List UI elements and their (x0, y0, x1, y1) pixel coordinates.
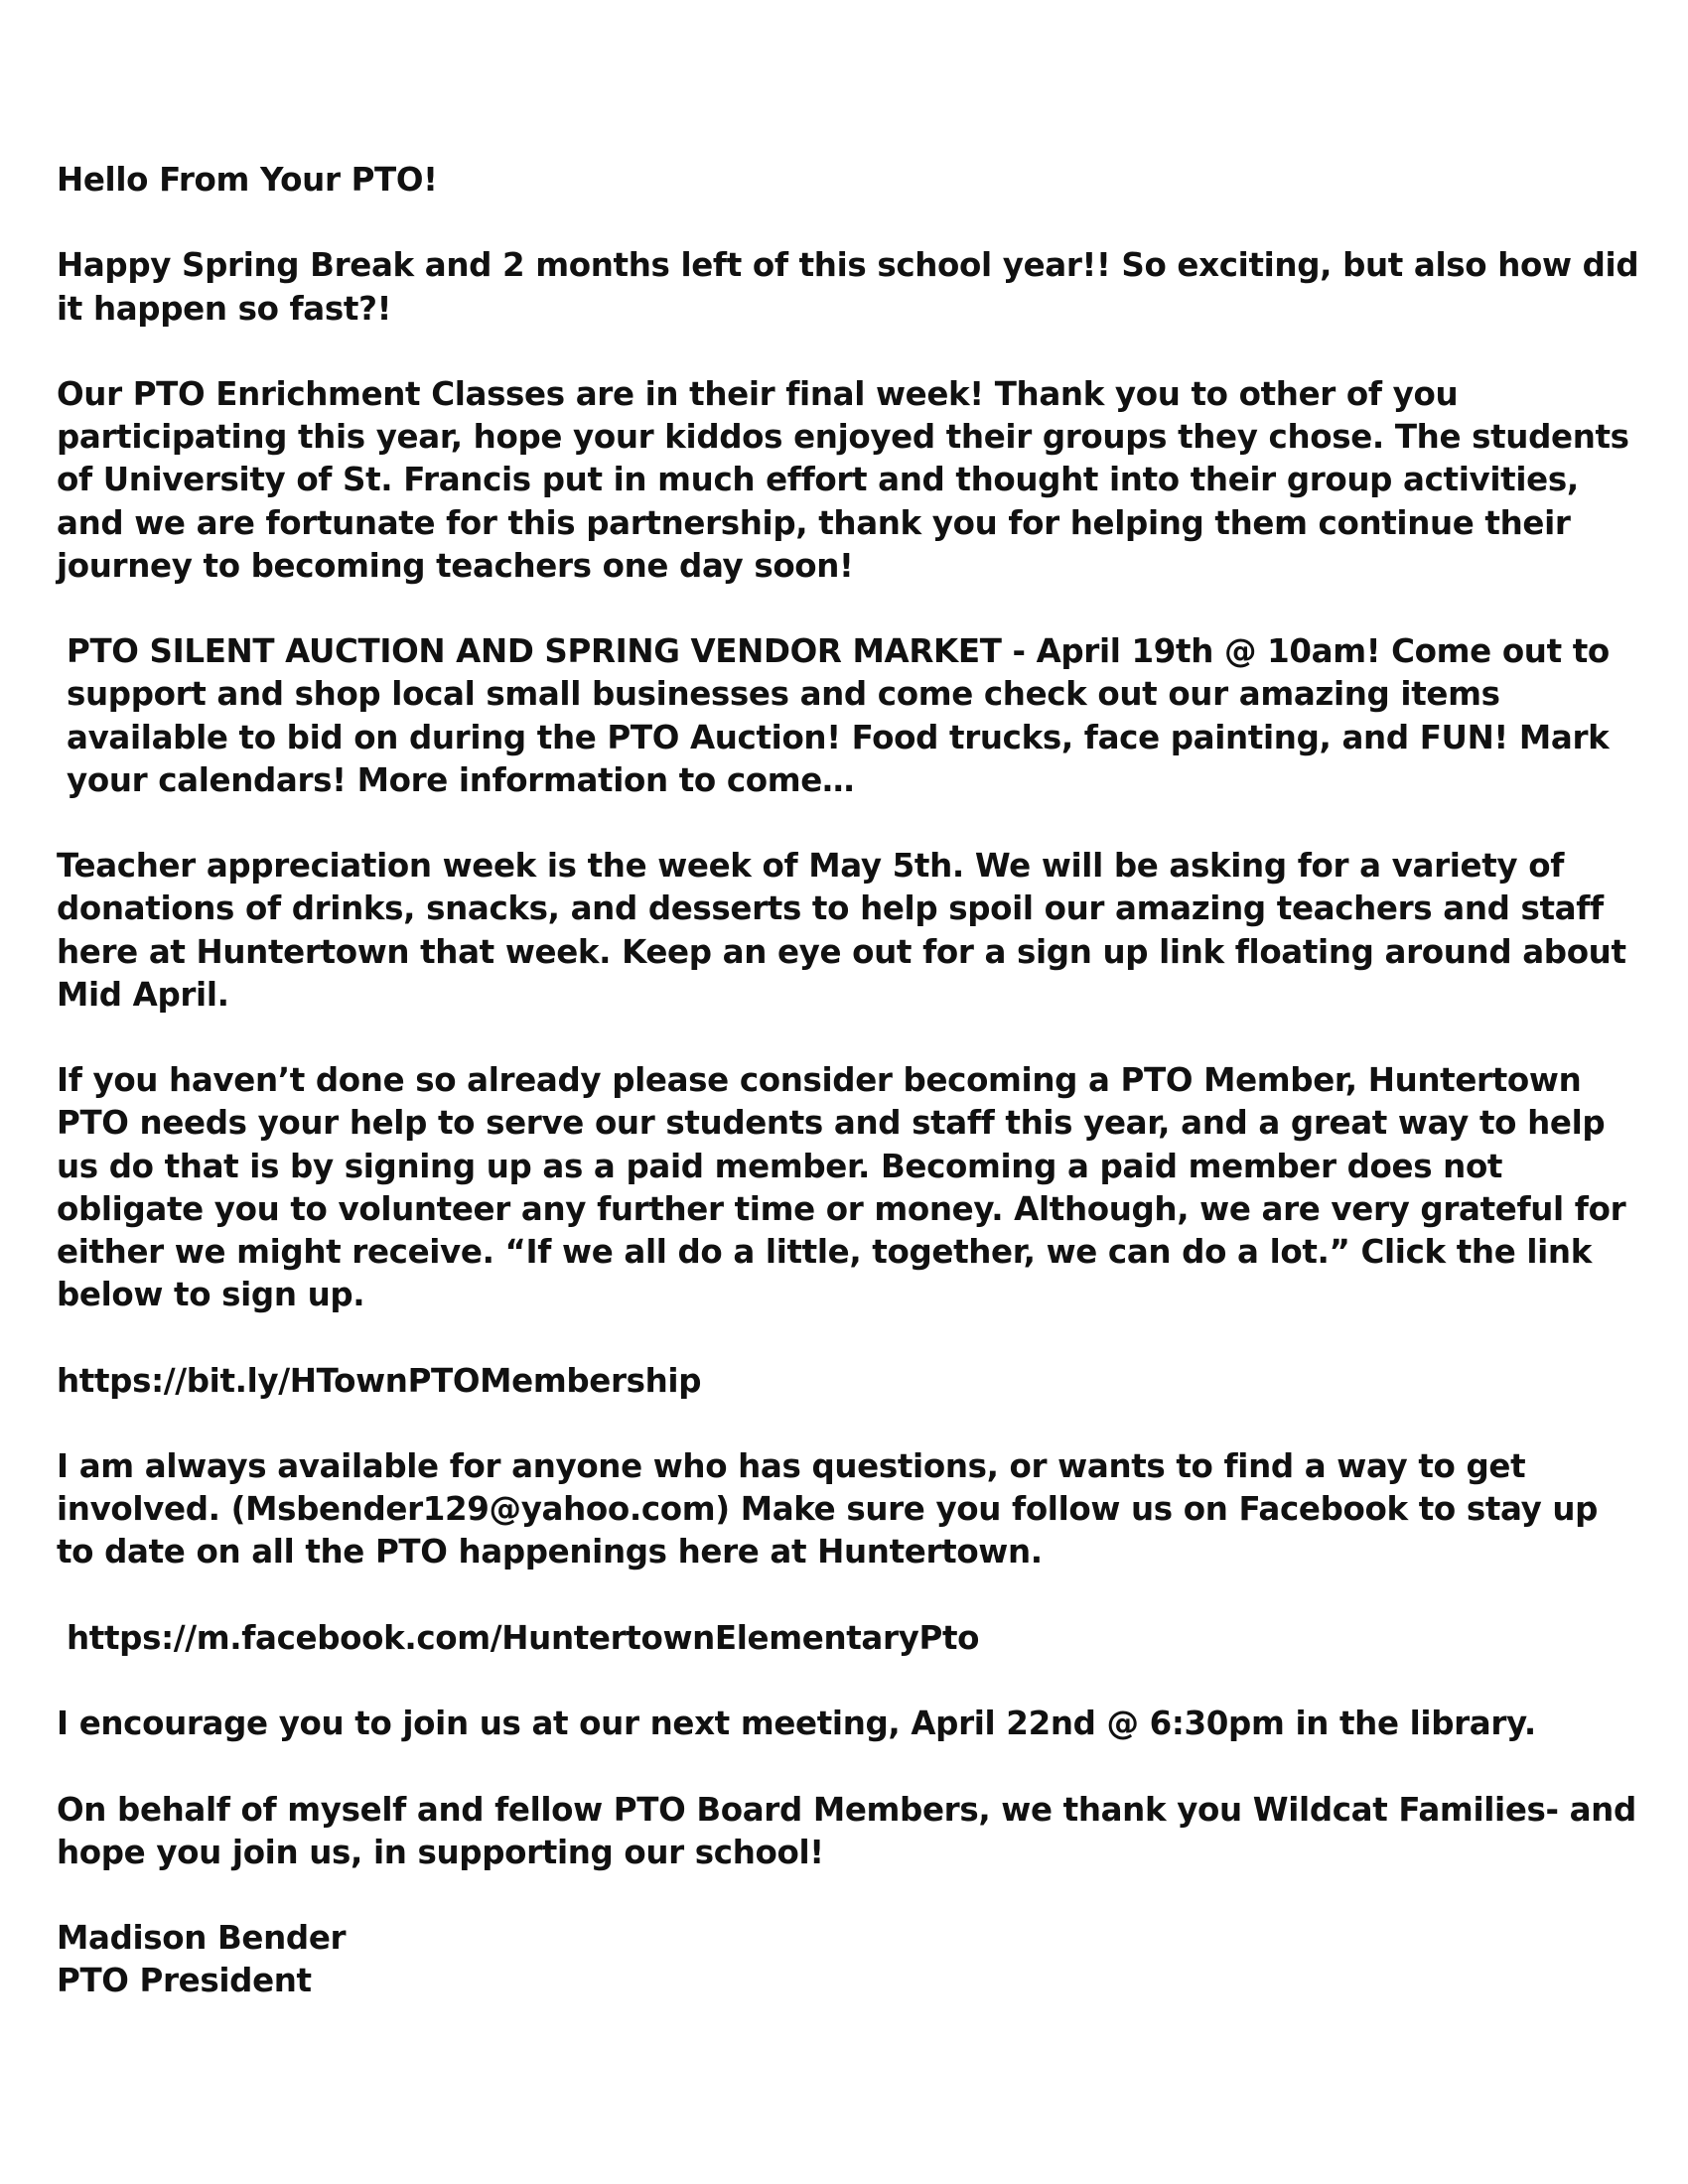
membership-link[interactable]: https://bit.ly/HTownPTOMembership (57, 1361, 702, 1400)
paragraph-closing: On behalf of myself and fellow PTO Board Members, we thank you Wildcat Families- and hope you join us, in supporting our school! (57, 1790, 1647, 1871)
paragraph-auction: PTO SILENT AUCTION AND SPRING VENDOR MARKET - April 19th @ 10am! Come out to support and shop local small businesses and come check out our amazing items available to bid on during the PTO Auction! Food trucks, face painting, and FUN! Mark your calendars! More information to come… (67, 632, 1620, 799)
paragraph-membership: If you haven’t done so already please consider becoming a PTO Member, Huntertown PTO needs your help to serve our students and staff this year, and a great way to help us do that is by signing up as a paid member. Becoming a paid member does not obligate you to volunteer any further time or money. Although, we are very grateful for either we might receive. “If we all do a little, together, we can do a lot.” Click the link below to sign up. (57, 1061, 1637, 1314)
paragraph-contact: I am always available for anyone who has questions, or wants to find a way to get involved. (Msbender129@yahoo.com) Make sure you follow us on Facebook to stay up to date on all the PTO happenings here at Huntertown. (57, 1446, 1610, 1571)
paragraph-enrichment: Our PTO Enrichment Classes are in their final week! Thank you to other of you participating this year, hope your kiddos enjoyed their groups they chose. The students of University of St. Francis put in much effort and thought into their group activities, and we are fortunate for this partnership, thank you for helping them continue their journey to becoming teachers one day soon! (57, 374, 1640, 585)
facebook-link-line (57, 1617, 1645, 1660)
facebook-link[interactable]: https://m.facebook.com/HuntertownElementaryPto (67, 1618, 980, 1657)
paragraph-spring-break: Happy Spring Break and 2 months left of this school year!! So exciting, but also how did it happen so fast?! (57, 246, 1650, 328)
membership-link-line (57, 1360, 1645, 1403)
signature-name: Madison Bender (57, 1919, 347, 1958)
pto-letter (57, 159, 1650, 2003)
paragraph-teacher-appreciation: Teacher appreciation week is the week of May 5th. We will be asking for a variety of donations of drinks, snacks, and desserts to help spoil our amazing teachers and staff here at Huntertown that week. Keep an eye out for a sign up link floating around about Mid April. (57, 847, 1637, 1014)
signature-title: PTO President (57, 1962, 312, 2000)
greeting: Hello From Your PTO! (57, 161, 438, 199)
paragraph-meeting: I encourage you to join us at our next meeting, April 22nd @ 6:30pm in the library. (57, 1705, 1536, 1743)
